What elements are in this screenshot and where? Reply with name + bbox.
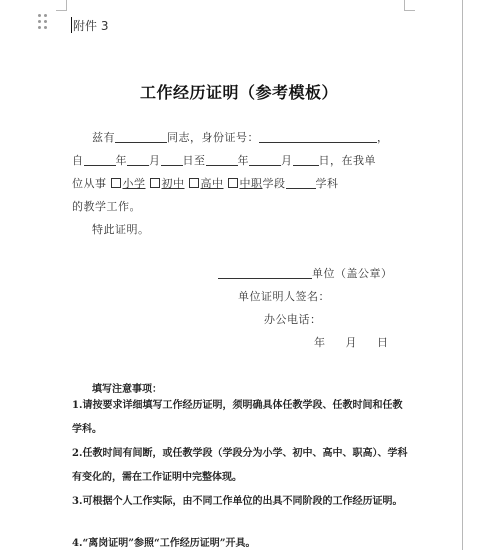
option-vocational[interactable] [228, 177, 263, 190]
start-year-blank[interactable] [84, 153, 116, 166]
option-label: 中职 [239, 177, 263, 190]
subject-blank[interactable] [286, 176, 316, 189]
option-senior[interactable] [189, 177, 224, 190]
date-year: 年 [314, 336, 326, 349]
end-day-blank[interactable] [293, 153, 319, 166]
page-title: 工作经历证明（参考模板） [139, 83, 338, 102]
text-day-end: 日，在我单 [318, 154, 376, 167]
drag-handle-icon[interactable] [38, 14, 52, 32]
checkbox-icon[interactable] [189, 178, 199, 188]
name-blank[interactable] [115, 130, 167, 143]
unit-name-blank[interactable] [218, 266, 312, 279]
signature-date [314, 334, 389, 350]
signer-label: 单位证明人签名： [238, 290, 330, 303]
crop-mark-top-left [56, 0, 67, 11]
note-item-2: 2.任教时间有间断，或任教学段（学段分为小学、初中、高中、职高）、学科有变化的，需在工作证明中完整体现。 [72, 448, 408, 483]
start-month-blank[interactable] [127, 153, 149, 166]
date-day: 日 [377, 336, 389, 349]
note-item-4: 4.“离岗证明”参照“工作经历证明”开具。 [72, 538, 256, 549]
option-label: 初中 [161, 177, 185, 190]
checkbox-icon[interactable] [150, 178, 160, 188]
text-stage: 学段 [262, 177, 286, 190]
note-item-3: 3.可根据个人工作实际，由不同工作单位的出具不同阶段的工作经历证明。 [72, 496, 403, 507]
text-month: 月 [281, 154, 293, 167]
id-number-blank[interactable] [259, 130, 377, 143]
body-line-1 [92, 129, 389, 145]
text-from: 自 [72, 154, 84, 167]
text-engaged: 位从事 [72, 177, 107, 190]
body-line-2 [72, 152, 376, 168]
end-year-blank[interactable] [206, 153, 238, 166]
text-year: 年 [115, 154, 127, 167]
unit-seal-label: 单位（盖公章） [312, 267, 393, 280]
option-label: 高中 [200, 177, 224, 190]
attachment-label: 附件 3 [73, 19, 109, 33]
crop-mark-top-right [404, 0, 415, 11]
text-cursor [71, 17, 72, 33]
text-prefix: 兹有 [92, 131, 115, 144]
end-month-blank[interactable] [249, 153, 281, 166]
option-junior[interactable] [150, 177, 185, 190]
body-line-5: 特此证明。 [92, 223, 150, 236]
checkbox-icon[interactable] [228, 178, 238, 188]
start-day-blank[interactable] [161, 153, 183, 166]
notes-title: 填写注意事项： [92, 384, 162, 395]
body-line-4: 的教学工作。 [72, 200, 141, 213]
text-day-to: 日至 [182, 154, 206, 167]
body-line-3 [72, 175, 339, 191]
option-primary[interactable] [111, 177, 146, 190]
text-year: 年 [237, 154, 249, 167]
text-end: ， [377, 131, 389, 144]
text-month: 月 [149, 154, 161, 167]
text-mid: 同志，身份证号： [167, 131, 259, 144]
checkbox-icon[interactable] [111, 178, 121, 188]
option-label: 小学 [122, 177, 146, 190]
phone-label: 办公电话： [264, 313, 322, 326]
note-item-1: 1.请按要求详细填写工作经历证明，须明确具体任教学段、任教时间和任教学科。 [72, 400, 403, 435]
date-month: 月 [345, 336, 357, 349]
text-subject: 学科 [315, 177, 339, 190]
unit-seal-line [218, 265, 393, 281]
